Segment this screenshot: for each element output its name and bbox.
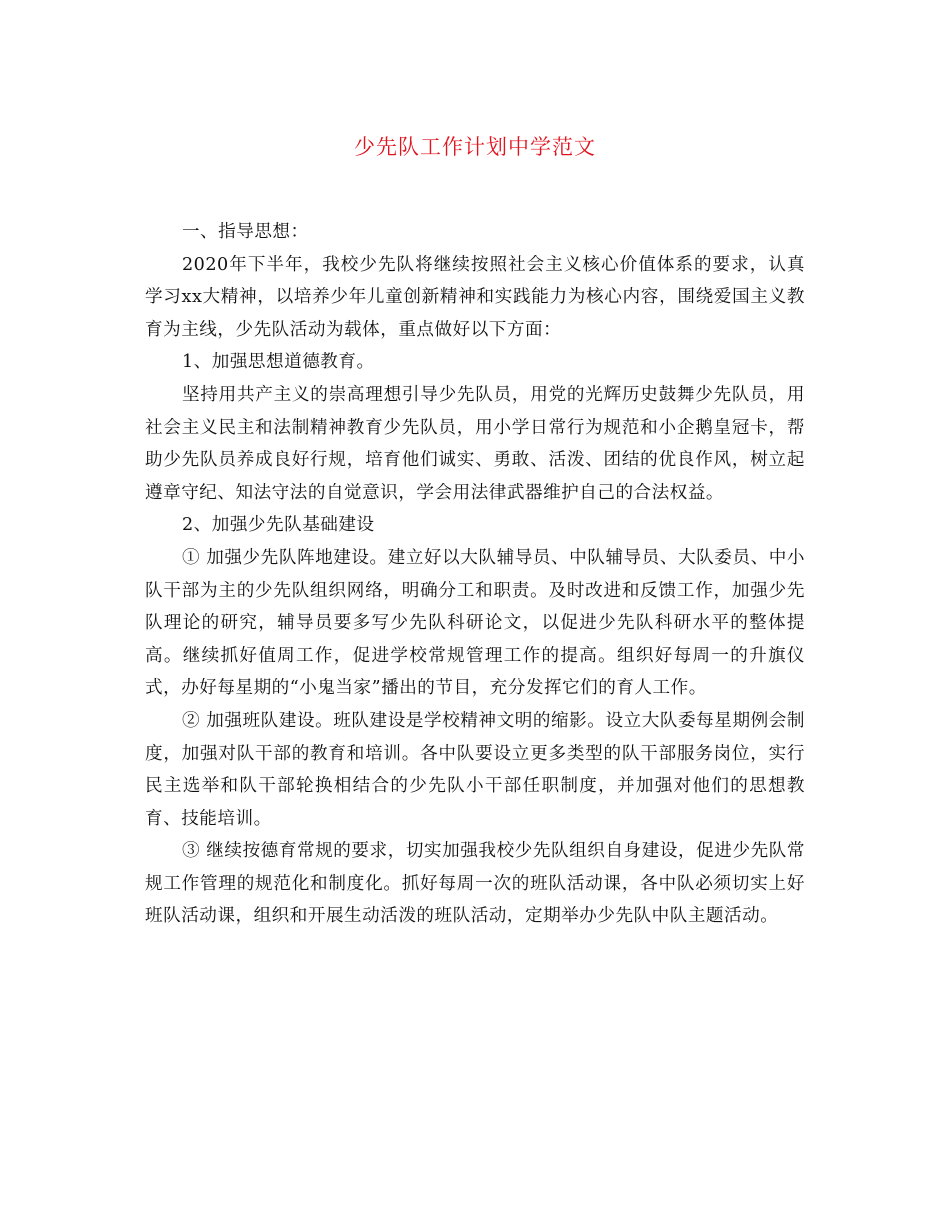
paragraph-item-1: ① 加强少先队阵地建设。建立好以大队辅导员、中队辅导员、大队委员、中小队干部为主的少先队组织网络，明确分工和职责。及时改进和反馈工作，加强少先队理论的研究，辅导员要多写少先队科研论文，以促进少先队科研水平的整体提高。继续抓好值周工作，促进学校常规管理工作的提高。组织好每周一的升旗仪式，办好每星期的“小鬼当家”播出的节目，充分发挥它们的育人工作。	[145, 547, 805, 699]
document-title: 少先队工作计划中学范文	[354, 135, 596, 159]
paragraph-section-1-heading: 1、加强思想道德教育。	[181, 352, 375, 373]
paragraph-guiding-ideology-heading: 一、指导思想：	[181, 222, 309, 242]
paragraph-section-2-heading: 2、加强少先队基础建设	[181, 515, 375, 536]
paragraph-item-2: ② 加强班队建设。班队建设是学校精神文明的缩影。设立大队委每星期例会制度，加强对队干部的教育和培训。各中队要设立更多类型的队干部服务岗位，实行民主选举和队干部轮换相结合的少先队小干部任职制度，并加强对他们的思想教育、技能培训。	[145, 710, 805, 829]
paragraph-intro: 2020年下半年，我校少先队将继续按照社会主义核心价值体系的要求，认真学习xx大精神，以培养少年儿童创新精神和实践能力为核心内容，围绕爱国主义教育为主线，少先队活动为载体，重点做好以下方面：	[145, 254, 805, 340]
document-body	[145, 216, 805, 933]
paragraph-item-3: ③ 继续按德育常规的要求，切实加强我校少先队组织自身建设，促进少先队常规工作管理的规范化和制度化。抓好每周一次的班队活动课，各中队必须切实上好班队活动课，组织和开展生动活泼的班队活动，定期举办少先队中队主题活动。	[145, 841, 805, 927]
paragraph-moral-education: 坚持用共产主义的崇高理想引导少先队员，用党的光辉历史鼓舞少先队员，用社会主义民主和法制精神教育少先队员，用小学日常行为规范和小企鹅皇冠卡，帮助少先队员养成良好行规，培育他们诚实、勇敢、活泼、团结的优良作风，树立起遵章守纪、知法守法的自觉意识，学会用法律武器维护自己的合法权益。	[145, 384, 805, 503]
